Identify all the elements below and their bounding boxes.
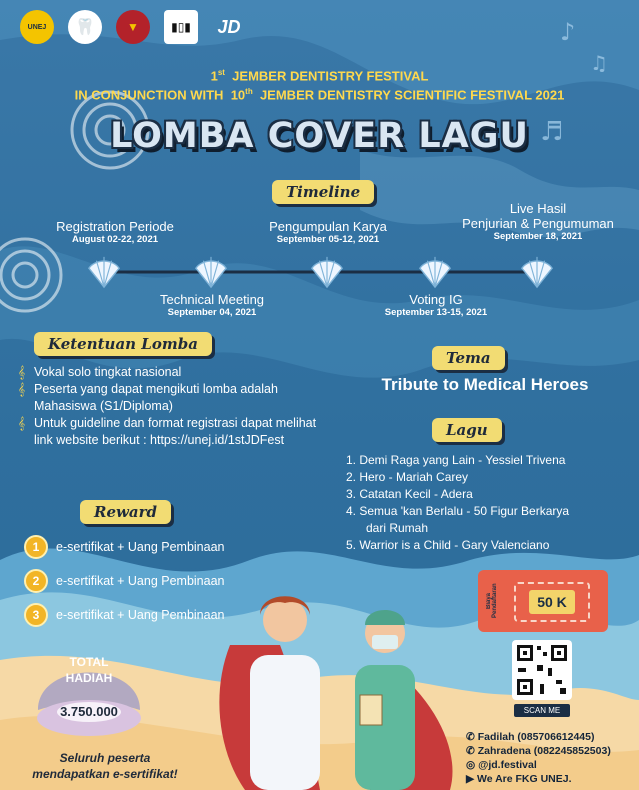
fee-label: Biaya Pendaftaran (486, 583, 498, 618)
medal-icon: 2 (24, 569, 48, 593)
qr-pattern-icon (512, 640, 572, 700)
theme-value: Tribute to Medical Heroes (381, 375, 589, 394)
event-result: Live Hasil Penjurian & Pengumuman September 18, 2021 (462, 201, 614, 242)
music-note-icon: 𝄞 (18, 382, 26, 396)
shell-icon (192, 255, 230, 289)
fee-ticket (478, 570, 608, 632)
reward-label: Reward (80, 500, 171, 524)
contact-item[interactable]: ◎ @jd.festival (466, 759, 537, 771)
event-submission: Pengumpulan Karya September 05-12, 2021 (269, 219, 387, 245)
medal-icon: 3 (24, 603, 48, 627)
reward-item: 3 e-sertifikat + Uang Pembinaan (24, 603, 225, 627)
rule-item: 𝄞 Peserta yang dapat mengikuti lomba adalah Mahasiswa (S1/Diploma) (18, 382, 278, 413)
university-logo-icon: UNEJ (20, 10, 54, 44)
song-item: 2. Hero - Mariah Carey (346, 470, 469, 484)
prize-amount: 3.750.000 (60, 704, 118, 719)
song-item: 4. Semua 'kan Berlalu - 50 Figur Berkarya (346, 504, 570, 518)
svg-text:♫: ♫ (590, 51, 608, 75)
prize-label: TOTAL HADIAH (65, 655, 113, 685)
reward-item: 2 e-sertifikat + Uang Pembinaan (24, 569, 225, 593)
song-item: 5. Warrior is a Child - Gary Valenciano (346, 538, 550, 552)
closing-text: Seluruh peserta mendapatkan e-sertifikat! (32, 751, 178, 781)
song-item: 1. Demi Raga yang Lain - Yessiel Trivena (346, 453, 566, 467)
rules-list (20, 364, 320, 449)
song-item: dari Rumah (366, 521, 429, 535)
dental-logo-icon: 🦷 (68, 10, 102, 44)
songs-list (346, 452, 616, 554)
page-title: LOMBA COVER LAGU (110, 116, 529, 156)
theme-label: Tema (432, 346, 505, 370)
event-voting: Voting IG September 13-15, 2021 (384, 292, 488, 318)
rule-item: 𝄞 Vokal solo tingkat nasional (18, 365, 182, 379)
shell-icon (416, 255, 454, 289)
contact-list (466, 730, 611, 786)
event-technical-meeting: Technical Meeting September 04, 2021 (159, 292, 265, 318)
conjunction-line: IN CONJUNCTION WITH 10th JEMBER DENTISTRY SCIENTIFIC FESTIVAL 2021 (74, 87, 565, 103)
medical-heroes-illustration (200, 585, 470, 790)
instagram-icon: ◎ (466, 759, 476, 771)
svg-text:♪: ♪ (560, 18, 576, 46)
medal-icon: 1 (24, 535, 48, 559)
music-note-icon: 𝄞 (18, 365, 26, 379)
contact-item[interactable]: ✆ Fadilah (085706612445) (466, 731, 595, 743)
rule-item: 𝄞 Untuk guideline dan format registrasi dapat melihat link website berikut : https://unej.id/1stJDFest (18, 416, 317, 447)
scan-me-label: SCAN ME (514, 704, 570, 717)
logo-row (20, 10, 246, 44)
rules-label: Ketentuan Lomba (34, 332, 212, 356)
shell-icon (308, 255, 346, 289)
music-logo-icon: ▮▯▮ (164, 10, 198, 44)
whatsapp-icon: ✆ (466, 731, 475, 743)
shell-icon (518, 255, 556, 289)
youtube-icon: ▶ (466, 773, 475, 785)
event-registration: Registration Periode August 02-22, 2021 (56, 219, 174, 245)
svg-text:♬: ♬ (540, 117, 564, 147)
shell-icon (85, 255, 123, 289)
reward-item: 1 e-sertifikat + Uang Pembinaan (24, 535, 225, 559)
contact-item[interactable]: ✆ Zahradena (082245852503) (466, 745, 611, 757)
jd-fest-logo-icon: JD (217, 16, 241, 37)
songs-label: Lagu (432, 418, 502, 442)
fee-value: 50 K (529, 590, 575, 614)
contact-item[interactable]: ▶ We Are FKG UNEJ. (466, 773, 572, 785)
song-item: 3. Catatan Kecil - Adera (346, 487, 473, 501)
qr-code[interactable] (512, 640, 572, 700)
music-note-icon: 𝄞 (18, 416, 26, 430)
timeline-label: Timeline (272, 180, 374, 204)
whatsapp-icon: ✆ (466, 745, 475, 757)
festival-line: 1st JEMBER DENTISTRY FESTIVAL (210, 68, 429, 84)
faculty-logo-icon: ▼ (116, 10, 150, 44)
